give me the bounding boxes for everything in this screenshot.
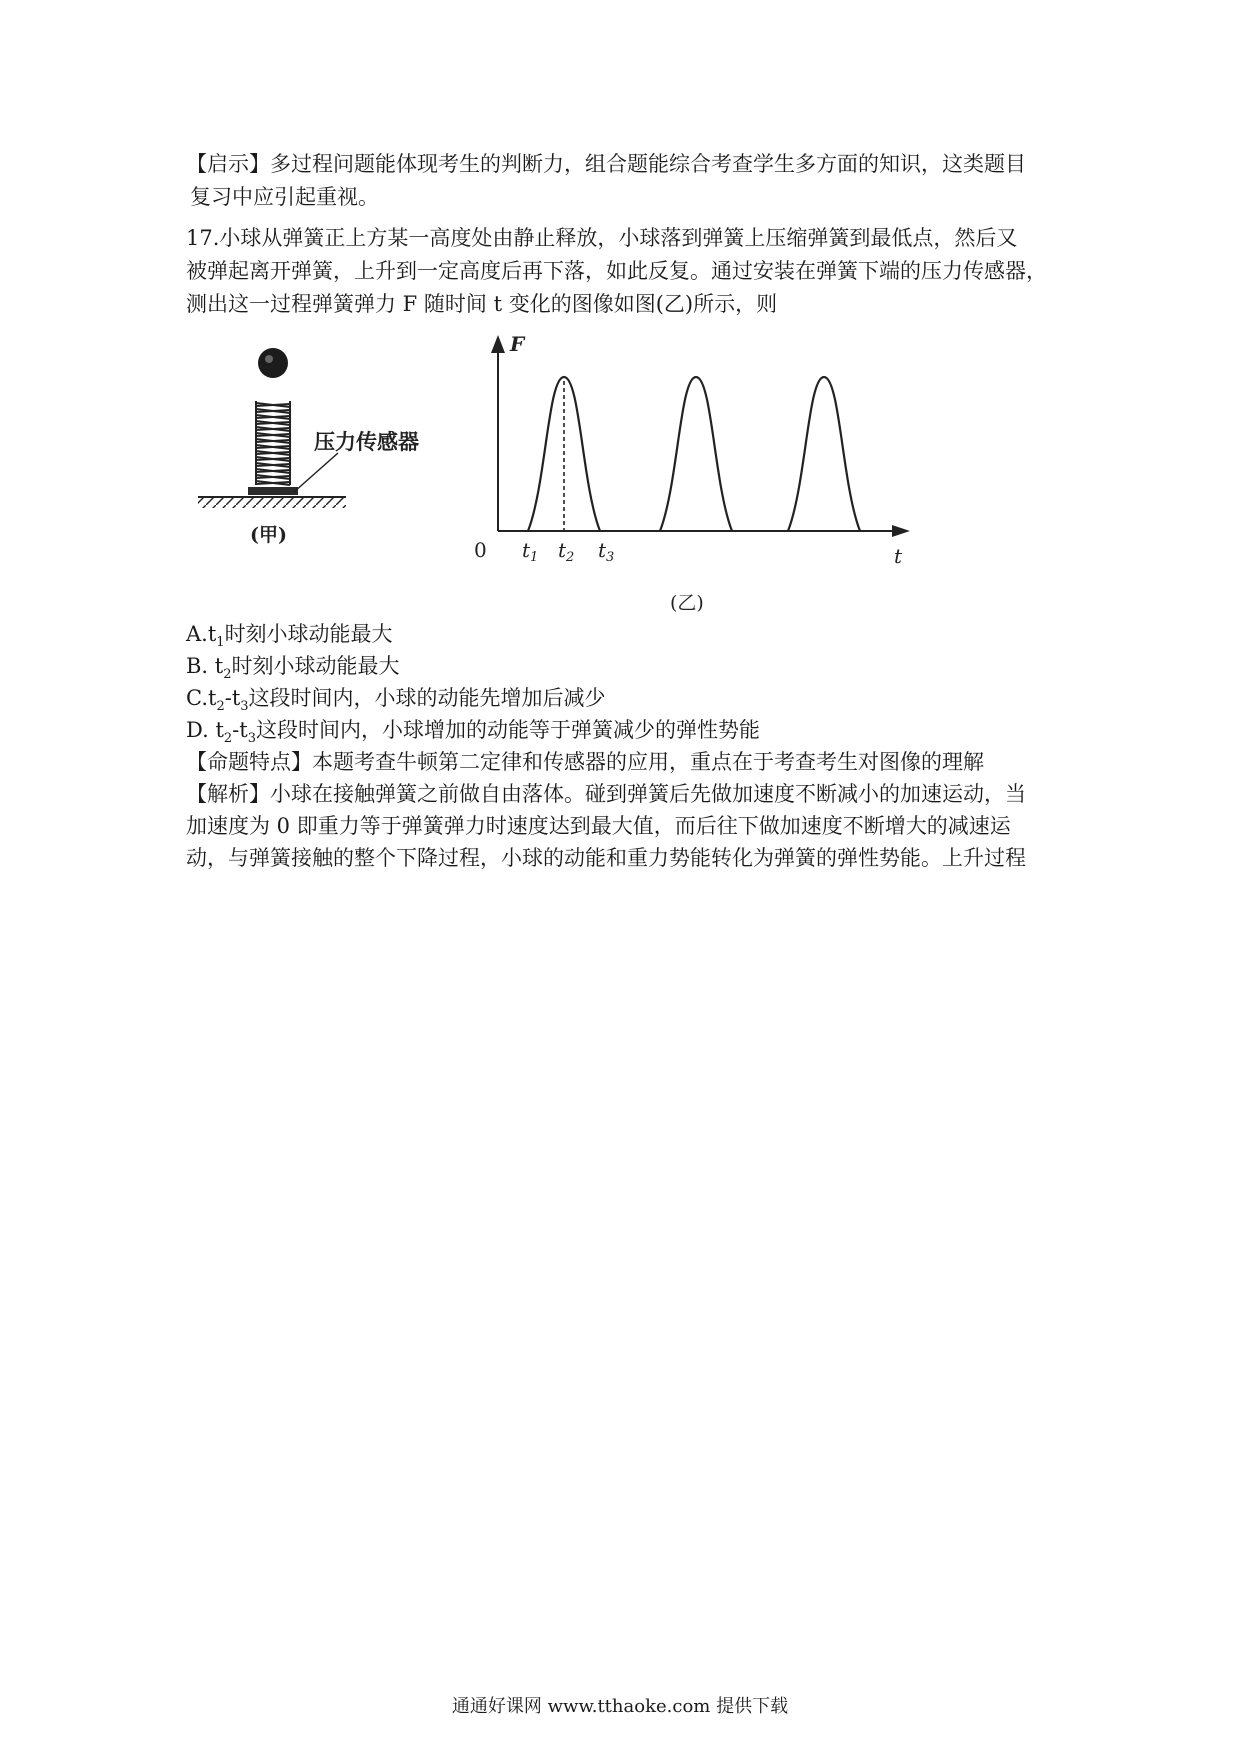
option-a-text: 时刻小球动能最大 [224,622,393,646]
tick-label-t2: $t_2$ [558,538,575,565]
origin-label: 0 [474,538,487,562]
option-d-sub2: 3 [247,731,256,747]
options-and-analysis [186,618,1066,874]
option-b-text: 时刻小球动能最大 [231,654,400,678]
option-c-sub1: 2 [216,699,225,715]
figure [186,335,1066,625]
option-d-text: 这段时间内，小球增加的动能等于弹簧减少的弹性势能 [256,718,760,742]
hint-line-2: 复习中应引起重视。 [190,185,379,209]
analysis-text-1: 小球在接触弹簧之前做自由落体。碰到弹簧后先做加速度不断减小的加速运动，当 [270,782,1026,806]
option-c-text: 这段时间内，小球的动能先增加后减少 [248,686,606,710]
analysis-tag: 【解析】 [186,782,270,806]
option-d-prefix: D. t [186,718,224,742]
sensor-leader-line [294,453,338,492]
right-caption: (乙) [670,592,704,614]
pulse-2 [660,377,732,531]
analysis-line-3: 动，与弹簧接触的整个下降过程，小球的动能和重力势能转化为弹簧的弹性势能。上升过程 [186,846,1026,870]
ball-icon [258,348,288,378]
question-line-2: 被弹起离开弹簧，上升到一定高度后再下落，如此反复。通过安装在弹簧下端的压力传感器， [186,259,1047,283]
right-figure [474,335,910,614]
y-axis-arrow-icon [491,335,505,353]
left-caption: (甲) [250,524,287,546]
page-content [186,148,1066,321]
analysis-line-2: 加速度为 0 即重力等于弹簧弹力时速度达到最大值，而后往下做加速度不断增大的减速运 [186,814,1011,838]
option-c-sub2: 3 [240,699,249,715]
option-b [186,650,1066,682]
hint-text-1: 多过程问题能体现考生的判断力，组合题能综合考查学生多方面的知识，这类题目 [270,152,1026,176]
question-line-1: 17.小球从弹簧正上方某一高度处由静止释放，小球落到弹簧上压缩弹簧到最低点，然后又 [186,226,1018,250]
question-line-3: 测出这一过程弹簧弹力 F 随时间 t 变化的图像如图(乙)所示，则 [186,292,778,316]
sensor-label: 压力传感器 [314,429,419,454]
y-axis-label: F [510,335,525,356]
analysis-line-1 [186,778,1066,810]
pressure-sensor [248,487,298,495]
option-c-prefix: C.t [186,686,217,710]
hint-line-1 [186,148,1066,181]
figure-svg [186,335,1066,625]
option-a-sub: 1 [216,635,225,651]
option-d [186,714,1066,746]
x-axis-label: t [894,544,903,568]
feature-line [186,746,1066,778]
option-b-prefix: B. t [186,654,224,678]
feature-text: 本题考查牛顿第二定律和传感器的应用，重点在于考查考生对图像的理解 [312,750,984,774]
option-a-prefix: A.t [186,622,217,646]
spring-icon [256,401,290,485]
option-c [186,682,1066,714]
option-d-mid: -t [232,718,248,742]
footer-text: 通通好课网 www.tthaoke.com 提供下载 [451,1696,789,1717]
ground-hatch [198,498,346,508]
pulse-3 [788,377,860,531]
left-figure [198,348,419,546]
option-c-mid: -t [224,686,241,710]
tick-label-t1: $t_1$ [522,538,539,565]
tick-label-t3: $t_3$ [598,538,615,565]
option-b-sub: 2 [223,667,232,683]
option-d-sub1: 2 [223,731,233,747]
feature-tag: 【命题特点】 [186,750,312,774]
x-axis-arrow-icon [892,525,910,537]
hint-tag: 【启示】 [186,152,270,176]
option-a [186,618,1066,650]
